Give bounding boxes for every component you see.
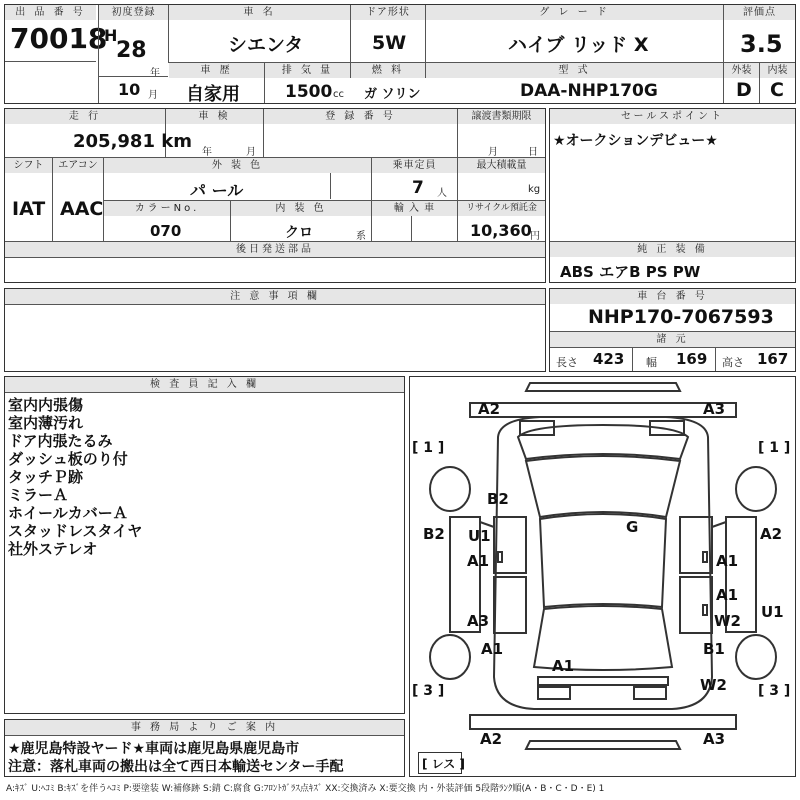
reg-split <box>263 124 264 157</box>
damage-code: A3 <box>467 612 490 630</box>
ext-color: パ ール <box>190 181 244 200</box>
rear-light-right <box>634 687 666 699</box>
inspector-note: ダッシュ板のり付 <box>8 450 128 468</box>
front-bumper-lower <box>470 403 736 417</box>
chassis-header: 車 台 番 号 <box>550 289 795 304</box>
inspector-note: タッチＰ跡 <box>8 468 84 486</box>
height: 167 <box>757 350 789 368</box>
history: 自家用 <box>186 84 240 105</box>
office-note: ★鹿児島特設ヤード★車両は鹿児島県鹿児島市 <box>8 741 300 757</box>
fuel: ガ ソリン <box>364 87 421 102</box>
sales-point-header: セールスポイント <box>550 109 795 124</box>
rear-hatch <box>538 677 668 685</box>
damage-code: A1 <box>552 657 575 675</box>
load-unit: kg <box>528 184 541 195</box>
capacity-header: 乗車定員 <box>371 158 457 173</box>
displacement: 1500 <box>285 82 333 102</box>
first-reg-header: 初度登録 <box>99 5 168 20</box>
recycle-fee: 10,360 <box>470 221 532 240</box>
model-code: DAA-NHP170G <box>520 81 658 101</box>
door-right-front <box>680 517 712 573</box>
handle-right-rear <box>703 605 707 615</box>
displacement-unit: cc <box>333 89 344 100</box>
inspector-note: 室内内張傷 <box>8 396 84 414</box>
reg-month-unit: 月 <box>148 90 158 101</box>
max-load-header: 最大積載量 <box>457 158 545 173</box>
lot-no-header: 出 品 番 号 <box>5 5 96 20</box>
recycle-unit: 円 <box>530 231 540 242</box>
damage-code: A2 <box>760 525 783 543</box>
tire-spare: [ レス ] <box>422 757 465 771</box>
damage-code: W2 <box>700 676 727 694</box>
damage-code: B2 <box>423 525 445 543</box>
ext-color-header: 外 装 色 <box>103 158 371 173</box>
handle-right-front <box>703 552 707 562</box>
door-header: ドア形状 <box>351 5 425 20</box>
interior-grade: C <box>770 79 784 101</box>
dims-split-1 <box>632 348 633 371</box>
tire-front-left: [ 1 ] <box>412 440 445 456</box>
mileage: 205,981 km <box>73 131 192 152</box>
wheel-front-right <box>736 467 776 511</box>
damage-code: B2 <box>487 490 509 508</box>
shift-header: シフト <box>5 158 52 173</box>
windshield <box>526 456 680 517</box>
car-name: シエンタ <box>228 34 304 56</box>
model-code-header: 型 式 <box>425 63 723 78</box>
first-reg-divider <box>99 76 168 77</box>
damage-code: G <box>626 518 639 536</box>
exterior-header: 外装 <box>724 63 759 78</box>
shift: IAT <box>12 198 46 220</box>
length: 423 <box>593 350 625 368</box>
shift-split <box>52 173 53 241</box>
recycle-header: リサイクル預託金 <box>457 201 545 216</box>
door-left-front <box>494 517 526 573</box>
import-header: 輸 入 車 <box>371 201 457 216</box>
damage-legend: A:ｷｽﾞ U:ﾍｺﾐ B:ｷｽﾞを伴うﾍｺﾐ P:要塗装 W:補修跡 S:錆 C:腐食 G:ﾌﾛﾝﾄｶﾞﾗｽ点ｷｽﾞ XX:交換済み X:要交換 内・外装評価 5段階ﾗﾝｸ順(A・B・C・D・E) 1 <box>6 784 605 794</box>
disp-split <box>264 78 265 103</box>
wheel-rear-right <box>736 635 776 679</box>
front-bumper <box>526 383 680 391</box>
interior-header: 内装 <box>759 63 795 78</box>
color-no-header: カラーNo. <box>104 201 230 216</box>
door-left-rear <box>494 577 526 633</box>
score: 3.5 <box>740 30 783 58</box>
dims-body-line <box>550 347 795 348</box>
equipment-header: 純 正 装 備 <box>550 242 795 257</box>
damage-code: A2 <box>480 730 503 748</box>
reg-year-unit: 年 <box>150 68 160 79</box>
tire-rear-right: [ 3 ] <box>758 683 791 699</box>
handle-left-front <box>498 552 502 562</box>
wheel-rear-left <box>430 635 470 679</box>
later-parts-header: 後日発送部品 <box>5 242 545 257</box>
era-letter: H <box>104 26 118 45</box>
notes-body-line <box>5 304 545 305</box>
office-body-line <box>5 735 404 736</box>
displacement-header: 排 気 量 <box>264 63 350 78</box>
reg-year: 28 <box>116 38 147 63</box>
damage-code: A1 <box>481 640 504 658</box>
car-damage-diagram <box>410 377 795 776</box>
import-mid-split <box>411 216 412 241</box>
inspector-note: ミラーＡ <box>8 486 69 504</box>
office-note: 注意：落札車両の搬出は全て西日本輸送センター手配 <box>8 759 344 775</box>
inspector-header: 検 査 員 記 入 欄 <box>5 377 404 392</box>
damage-code: A3 <box>703 400 726 418</box>
capacity: 7 <box>412 178 424 198</box>
inspection-header: 車 検 <box>165 109 263 124</box>
history-header: 車 歴 <box>169 63 264 78</box>
color-mid-split <box>330 173 331 199</box>
rear-bumper-lower <box>526 741 680 749</box>
sales-point-text: ★オークションデビュー★ <box>553 133 718 149</box>
rear-bumper <box>470 715 736 729</box>
inspector-note: ドア内張たるみ <box>8 432 113 450</box>
transfer-header: 譲渡書類期限 <box>457 109 545 124</box>
inspector-note: スタッドレスタイヤ <box>8 522 143 540</box>
equipment: ABS エアB PS PW <box>560 263 701 281</box>
length-label: 長さ <box>556 356 578 369</box>
transfer-month-unit: 月 <box>488 147 498 158</box>
damage-code: U1 <box>468 527 491 545</box>
height-label: 高さ <box>722 356 744 369</box>
capacity-unit: 人 <box>437 188 447 199</box>
damage-code: U1 <box>761 603 784 621</box>
hood <box>518 425 688 459</box>
damage-code: A3 <box>703 730 726 748</box>
damage-code: A2 <box>478 400 501 418</box>
width-label: 幅 <box>646 356 657 369</box>
damage-code: W2 <box>714 612 741 630</box>
reg-month: 10 <box>118 80 141 99</box>
score-header: 評価点 <box>724 5 795 20</box>
aircon-header: エアコン <box>52 158 103 173</box>
damage-code: A1 <box>716 552 739 570</box>
door-type: 5W <box>372 32 407 54</box>
insp-month-unit: 月 <box>246 147 256 158</box>
grade: ハイブ リッド X <box>508 34 649 56</box>
inspector-note: 室内薄汚れ <box>8 414 84 432</box>
rear-light-left <box>538 687 570 699</box>
notes-header: 注 意 事 項 欄 <box>5 289 545 304</box>
int-color-header: 内 装 色 <box>230 201 371 216</box>
tire-rear-left: [ 3 ] <box>412 683 445 699</box>
dims-split-2 <box>715 348 716 371</box>
damage-code: B1 <box>703 640 725 658</box>
mileage-header: 走 行 <box>5 109 165 124</box>
int-color-unit: 系 <box>356 231 366 242</box>
width: 169 <box>676 350 708 368</box>
exterior-grade: D <box>736 79 752 101</box>
mirror-right <box>712 522 726 527</box>
chassis-number: NHP170-7067593 <box>588 306 774 328</box>
grade-header: グ レ ー ド <box>426 5 723 20</box>
dims-header: 諸 元 <box>550 332 795 347</box>
later-parts-body-line <box>5 257 545 258</box>
fuel-header: 燃 料 <box>350 63 425 78</box>
color-no: 070 <box>150 222 182 240</box>
car-name-header: 車 名 <box>169 5 350 20</box>
roof <box>540 514 666 607</box>
insp-year-unit: 年 <box>202 147 212 158</box>
grade-split <box>759 78 760 103</box>
transfer-split <box>457 124 458 157</box>
damage-code: A1 <box>467 552 490 570</box>
inspector-note: 社外ステレオ <box>8 540 98 558</box>
color-no-split <box>230 216 231 241</box>
tire-front-right: [ 1 ] <box>758 440 791 456</box>
wheel-front-left <box>430 467 470 511</box>
inspector-body-line <box>5 392 404 393</box>
int-color: クロ <box>285 225 313 241</box>
lot-divider <box>5 61 96 62</box>
reg-no-header: 登 録 番 号 <box>263 109 457 124</box>
inspector-note: ホイールカバーＡ <box>8 504 128 522</box>
transfer-day-unit: 日 <box>528 147 538 158</box>
damage-code: A1 <box>716 586 739 604</box>
lot-number: 70018 <box>10 22 108 55</box>
aircon: AAC <box>60 198 104 220</box>
office-header: 事 務 局 よ り ご 案 内 <box>5 720 404 735</box>
